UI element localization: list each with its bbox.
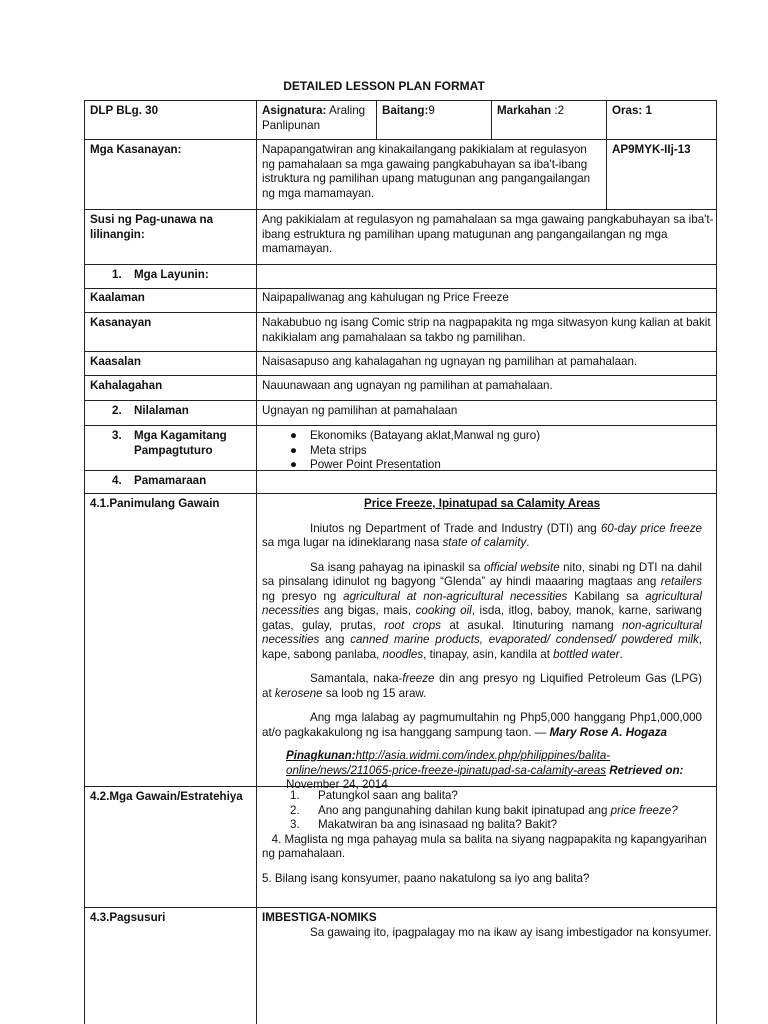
article-paragraph-3: Samantala, naka-freeze din ang presyo ng Liquified Petroleum Gas (LPG) at kerosene sa loob ng 15 araw. (262, 672, 702, 700)
dlp-number: DLP BLg. 30 (90, 104, 159, 117)
article-paragraph-4: Ang mga lalabag ay pagmumultahin ng Php5,000 hanggang Php1,000,000 at/o pagkakakulong ng isa hanggang sampung taon. — Mary Rose A. Hogaza (262, 711, 702, 739)
kasanayan2-label: Kasanayan (90, 316, 152, 329)
list-item: 2. Ano ang pangunahing dahilan kung bakit ipinatupad ang price freeze? (290, 803, 678, 817)
markahan-label: Markahan (497, 104, 552, 117)
kagamitan-list (262, 429, 714, 473)
kasanayan2-text: Nakabubuo ng isang Comic strip na nagpapakita ng mga sitwasyon kung kalian at bakit nakikialam ang pamahalaan sa takbo ng pamilihan. (262, 316, 711, 344)
document-title: DETAILED LESSON PLAN FORMAT (283, 79, 485, 93)
kaasalan-label: Kaasalan (90, 355, 141, 368)
bullet-icon: ● (290, 458, 298, 471)
pagsusuri-label: 4.3.Pagsusuri (90, 911, 166, 924)
kaasalan-text: Naisasapuso ang kahalagahan ng ugnayan ng pamilihan at pamahalaan. (262, 355, 638, 368)
kagamitan-number: 3. (112, 429, 122, 442)
competency-code: AP9MYK-IIj-13 (612, 143, 691, 156)
asignatura-value: Araling Panlipunan (262, 104, 366, 132)
panimula-label: 4.1.Panimulang Gawain (90, 497, 220, 510)
oras: Oras: 1 (612, 104, 652, 117)
kasanayan-text: Napapangatwiran ang kinakailangang pakikialam at regulasyon ng pamahalaan sa mga gawaing pangkabuhayan sa iba't-ibang istruktura ng pamilihan upang matugunan ang pangangailangan ng mga mamamayan. (262, 143, 591, 200)
list-item: 1. Patungkol saan ang balita? (290, 789, 458, 802)
list-item: 5. Bilang isang konsyumer, paano nakatulong sa iyo ang balita? (262, 871, 590, 885)
article-author: Mary Rose A. Hogaza (549, 725, 667, 739)
list-item: ● Meta strips (290, 443, 367, 457)
article-source: Pinagkunan:http://asia.widmi.com/index.php/philippines/balita-online/news/211065-price-freeze-ipinatupad-sa-calamity-areas Retrieved on: November 24, 2014 (286, 749, 684, 791)
baitang-value: 9 (428, 104, 435, 117)
markahan-cell (497, 104, 602, 119)
source-link[interactable]: http://asia.widmi.com/index.php/philippines/balita-online/news/211065-price-freeze-ipinatupad-sa-calamity-areas (286, 749, 611, 777)
pagsusuri-heading: IMBESTIGA-NOMIKS (262, 911, 377, 924)
kahalagahan-text: Nauunawaan ang ugnayan ng pamilihan at pamahalaan. (262, 379, 553, 392)
article-title: Price Freeze, Ipinatupad sa Calamity Areas (363, 497, 601, 510)
asignatura-cell (262, 104, 372, 133)
pagsusuri-text: Sa gawaing ito, ipagpalagay mo na ikaw ay isang imbestigador na konsyumer. (310, 926, 712, 939)
list-item: 4. Maglista ng mga pahayag mula sa balita na siyang nagpapakita ng kapangyarihan ng pamahalaan. (262, 832, 710, 860)
asignatura-label: Asignatura: (262, 104, 327, 117)
pamamaraan-number: 4. (112, 474, 122, 487)
layunin-label: Mga Layunin: (134, 268, 209, 281)
news-article (262, 497, 702, 793)
kaalaman-text: Naipapaliwanag ang kahulugan ng Price Freeze (262, 291, 509, 304)
gawain-label: 4.2.Mga Gawain/Estratehiya (90, 790, 243, 803)
layunin-number: 1. (112, 268, 122, 281)
bullet-icon: ● (290, 429, 298, 442)
kaalaman-label: Kaalaman (90, 291, 145, 304)
nilalaman-number: 2. (112, 404, 122, 417)
list-item: ● Power Point Presentation (290, 458, 441, 471)
susi-label: Susi ng Pag-unawa na lilinangin: (90, 213, 214, 241)
article-paragraph-2: Sa isang pahayag na ipinaskil sa official website nito, sinabi ng DTI na dahil sa pinsalang idinulot ng bagyong “Glenda” ay hindi maaaring magtaas ang retailers ng presyo ng agricultural at non-agricultural necessities Kabilang sa agricultural necessities ang bigas, mais, cooking oil, isda, itlog, baboy, manok, karne, sariwang gatas, gulay, prutas, root crops at asukal. Itinuturing namang non-agricultural necessities ang canned marine products, evaporated/ condensed/ powdered milk, kape, sabong panlaba, noodles, tinapay, asin, kandila at bottled water. (262, 560, 702, 661)
markahan-value: :2 (551, 104, 565, 117)
article-paragraph-1: Iniutos ng Department of Trade and Industry (DTI) ang 60-day price freeze sa mga lugar na idineklarang nasa state of calamity. (262, 521, 702, 549)
susi-text: Ang pakikialam at regulasyon ng pamahalaan sa mga gawaing pangkabuhayan sa iba't-ibang estruktura ng pamilihan upang matugunan ang pangangailangan ng mga mamamayan. (262, 213, 714, 255)
baitang-cell (382, 104, 487, 119)
nilalaman-label: Nilalaman (134, 404, 189, 417)
pamamaraan-label: Pamamaraan (134, 474, 207, 487)
list-item: 3. Makatwiran ba ang isinasaad ng balita? Bakit? (290, 818, 558, 831)
kasanayan-label: Mga Kasanayan: (90, 143, 182, 156)
list-item: ● Ekonomiks (Batayang aklat,Manwal ng guro) (290, 429, 541, 442)
nilalaman-text: Ugnayan ng pamilihan at pamahalaan (262, 404, 458, 417)
gawain-questions (262, 789, 712, 886)
bullet-icon: ● (290, 443, 298, 457)
kahalagahan-label: Kahalagahan (90, 379, 163, 392)
baitang-label: Baitang: (382, 104, 429, 117)
kagamitan-label: Mga Kagamitang Pampagtuturo (134, 429, 227, 457)
